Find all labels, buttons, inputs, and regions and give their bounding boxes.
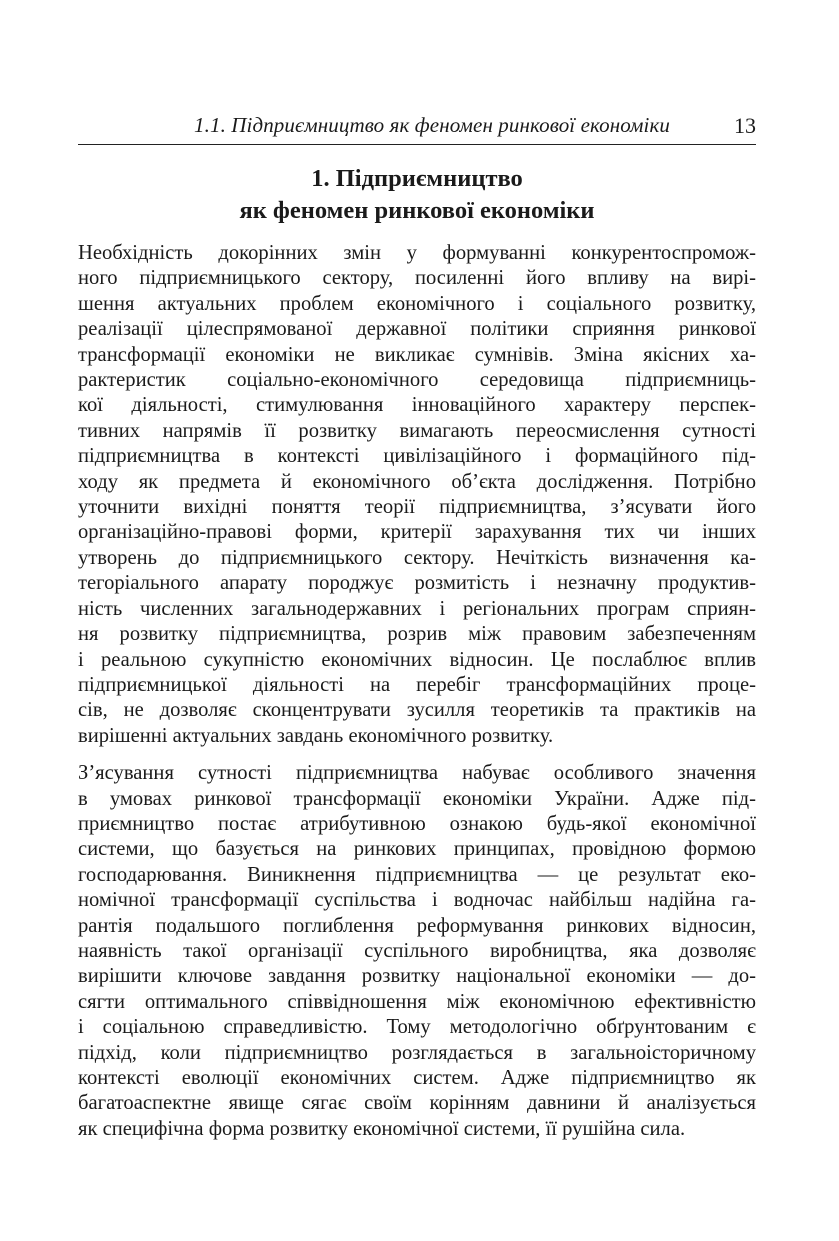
text-line: підхід, коли підприємництво розглядається в загальноісторичному xyxy=(78,1041,756,1064)
text-line: багатоаспектне явище сягає своїм корінням давнини й аналізується xyxy=(78,1092,756,1115)
text-line: ходу як предмета й економічного об’єкта дослідження. Потрібно xyxy=(78,470,756,493)
text-line: рактеристик соціально-економічного середовища підприємниць- xyxy=(78,369,756,392)
text-line: господарювання. Виникнення підприємництва — це результат еко- xyxy=(78,863,756,886)
text-line: і реальною сукупністю економічних відносин. Це послаблює вплив xyxy=(78,648,756,671)
text-line: як специфічна форма розвитку економічної системи, її рушійна сила. xyxy=(78,1117,686,1140)
text-line: З’ясування сутності підприємництва набуває особливого значення xyxy=(78,762,756,785)
paragraph-2 xyxy=(78,761,756,1142)
running-header xyxy=(78,110,756,145)
book-page xyxy=(78,110,756,1154)
text-line: організаційно-правові форми, критерії зарахування тих чи інших xyxy=(78,521,756,544)
text-line: і соціальною справедливістю. Тому методологічно обґрунтованим є xyxy=(78,1016,756,1039)
running-title: 1.1. Підприємництво як феномен ринкової економіки xyxy=(194,113,670,137)
text-line: ного підприємницького сектору, посиленні його впливу на вирі- xyxy=(78,267,756,290)
text-line: контексті еволюції економічних систем. Адже підприємництво як xyxy=(78,1067,756,1089)
text-line: підприємництва в контексті цивілізаційного і формаційного під- xyxy=(78,445,756,468)
text-line: утворень до підприємницького сектору. Нечіткість визначення ка- xyxy=(78,546,756,569)
text-line: трансформації економіки не викликає сумнівів. Зміна якісних ха- xyxy=(78,343,756,366)
text-line: наявність такої організації суспільного виробництва, яка дозволяє xyxy=(78,939,756,962)
chapter-title-line-1: 1. Підприємництво xyxy=(311,165,523,192)
text-line: ня розвитку підприємництва, розрив між правовим забезпеченням xyxy=(78,623,756,646)
text-line: уточнити вихідні поняття теорії підприємництва, з’ясувати його xyxy=(78,496,756,519)
chapter-title xyxy=(78,163,756,227)
text-line: вирішенні актуальних завдань економічного розвитку. xyxy=(78,724,554,747)
page-number: 13 xyxy=(734,113,756,138)
text-line: тивних напрямів її розвитку вимагають переосмислення сутності xyxy=(78,419,756,442)
text-line: приємництво постає атрибутивною ознакою будь-якої економічної xyxy=(78,812,756,835)
text-line: реалізації цілеспрямованої державної політики сприяння ринкової xyxy=(78,318,756,341)
text-line: сягти оптимального співвідношення між економічною ефективністю xyxy=(78,990,756,1013)
text-line: підприємницької діяльності на перебіг трансформаційних проце- xyxy=(78,673,756,696)
text-line: системи, що базується на ринкових принципах, провідною формою xyxy=(78,838,756,861)
text-line: кої діяльності, стимулювання інноваційного характеру перспек- xyxy=(78,394,756,417)
text-line: шення актуальних проблем економічного і соціального розвитку, xyxy=(78,292,756,315)
text-line: ність численних загальнодержавних і регіональних програм сприян- xyxy=(78,597,756,620)
text-line: сів, не дозволяє сконцентрувати зусилля теоретиків та практиків на xyxy=(78,699,756,722)
chapter-title-line-2: як феномен ринкової економіки xyxy=(239,197,595,224)
text-line: Необхідність докорінних змін у формуванні конкурентоспромож- xyxy=(78,242,756,264)
text-line: номічної трансформації суспільства і водночас найбільш надійна га- xyxy=(78,889,756,912)
text-line: в умовах ринкової трансформації економіки України. Адже під- xyxy=(78,787,756,810)
paragraph-1 xyxy=(78,241,756,749)
text-line: вирішити ключове завдання розвитку національної економіки — до- xyxy=(78,965,756,988)
body-text xyxy=(78,241,756,1142)
text-line: тегоріального апарату породжує розмитість і незначну продуктив- xyxy=(78,572,756,595)
text-line: рантія подальшого поглиблення реформування ринкових відносин, xyxy=(78,914,756,937)
